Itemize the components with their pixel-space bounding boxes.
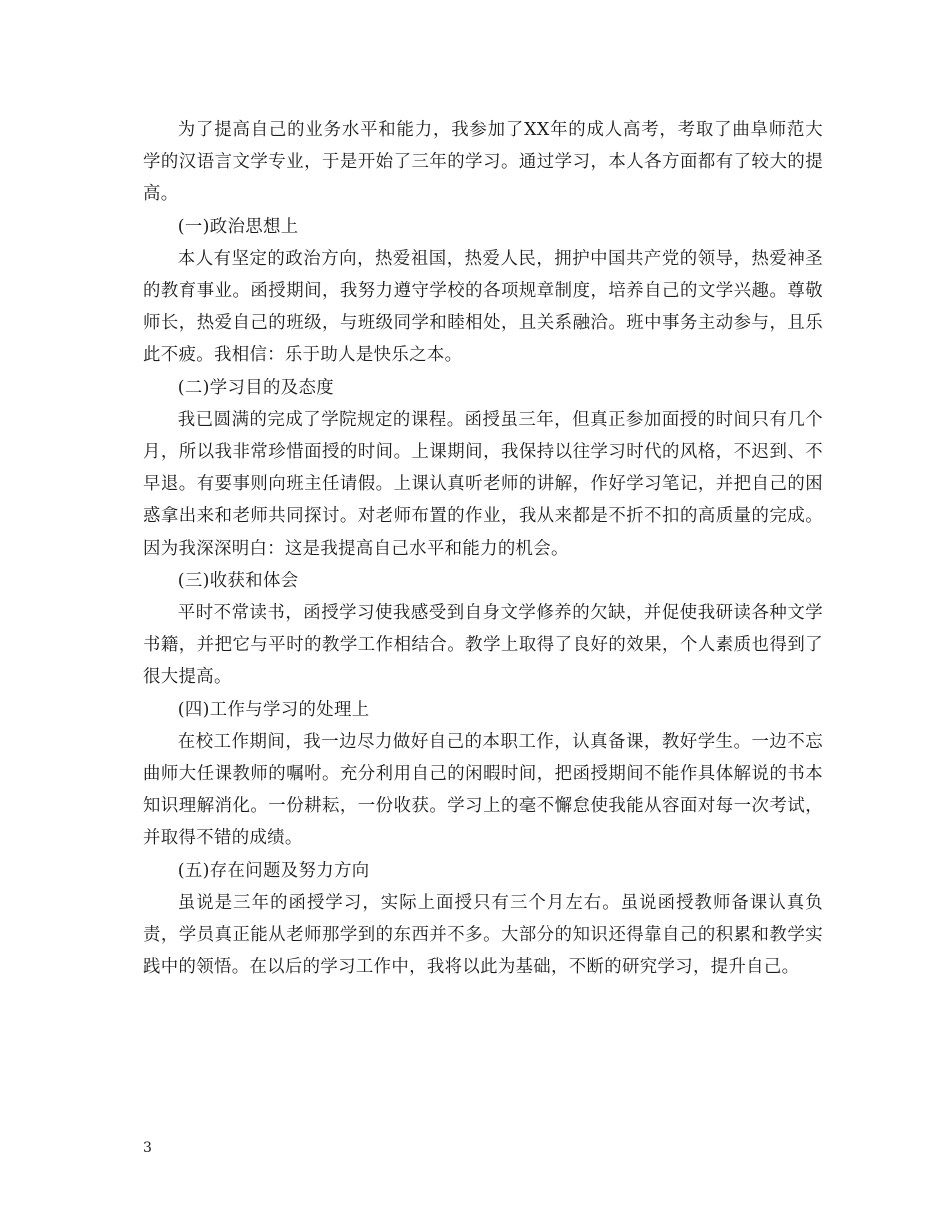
section-body-work-study: 在校工作期间，我一边尽力做好自己的本职工作，认真备课，教好学生。一边不忘曲师大任课教师的嘱咐。充分利用自己的闲暇时间，把函授期间不能作具体解说的书本知识理解消化。一份耕耘，一份收获。学习上的毫不懈怠使我能从容面对每一次考试，并取得不错的成绩。 xyxy=(143,731,823,849)
section-heading-politics: (一)政治思想上 xyxy=(177,216,299,237)
section-body-politics: 本人有坚定的政治方向，热爱祖国，热爱人民，拥护中国共产党的领导，热爱神圣的教育事业。函授期间，我努力遵守学校的各项规章制度，培养自己的文学兴趣。尊敬师长，热爱自己的班级，与班级同学和睦相处，且关系融洽。班中事务主动参与，且乐此不疲。我相信：乐于助人是快乐之本。 xyxy=(143,248,823,366)
document-body xyxy=(143,114,823,983)
section-body-problems: 虽说是三年的函授学习，实际上面授只有三个月左右。虽说函授教师备课认真负责，学员真正能从老师那学到的东西并不多。大部分的知识还得靠自己的积累和教学实践中的领悟。在以后的学习工作中，我将以此为基础，不断的研究学习，提升自己。 xyxy=(143,892,823,978)
section-heading-gains: (三)收获和体会 xyxy=(177,570,299,591)
section-heading-work-study: (四)工作与学习的处理上 xyxy=(177,699,370,720)
intro-paragraph: 为了提高自己的业务水平和能力，我参加了XX年的成人高考，考取了曲阜师范大学的汉语言文学专业，于是开始了三年的学习。通过学习，本人各方面都有了较大的提高。 xyxy=(143,120,823,205)
section-heading-study-attitude: (二)学习目的及态度 xyxy=(177,377,334,398)
page-number: 3 xyxy=(143,1140,152,1156)
section-heading-problems: (五)存在问题及努力方向 xyxy=(177,860,370,881)
section-body-study-attitude: 我已圆满的完成了学院规定的课程。函授虽三年，但真正参加面授的时间只有几个月，所以我非常珍惜面授的时间。上课期间，我保持以往学习时代的风格，不迟到、不早退。有要事则向班主任请假。上课认真听老师的讲解，作好学习笔记，并把自己的困惑拿出来和老师共同探讨。对老师布置的作业，我从来都是不折不扣的高质量的完成。因为我深深明白：这是我提高自己水平和能力的机会。 xyxy=(143,409,823,559)
section-body-gains: 平时不常读书，函授学习使我感受到自身文学修养的欠缺，并促使我研读各种文学书籍，并把它与平时的教学工作相结合。教学上取得了良好的效果，个人素质也得到了很大提高。 xyxy=(143,603,823,688)
